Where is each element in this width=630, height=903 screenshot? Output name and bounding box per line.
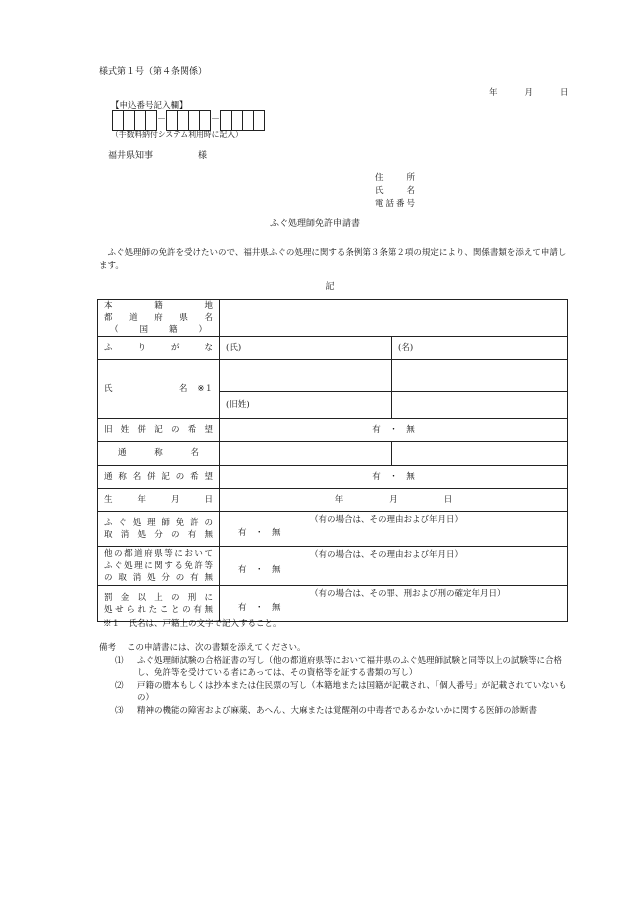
other-pref-revocation-choice[interactable]: 有 ・ 無: [238, 565, 281, 575]
shi-label: (氏): [226, 342, 242, 353]
date-month: 月: [524, 88, 534, 98]
kyusei-heiki-label: 旧姓併記の希望: [104, 424, 213, 435]
shimei-mark: ※１: [197, 383, 213, 394]
birth-day: 日: [443, 494, 453, 505]
row-shimei: [98, 360, 568, 392]
tsusho-heiki-choice[interactable]: 有 ・ 無: [220, 466, 568, 489]
honseki-label: 本籍地 都道府県名 （国籍）: [98, 300, 220, 337]
addressee-governor: 福井県知事: [108, 151, 154, 161]
fugu-revocation-label-2: 取消処分の有無: [104, 530, 213, 540]
fugu-revocation-choice[interactable]: 有 ・ 無: [238, 528, 281, 538]
honseki-input[interactable]: [220, 300, 568, 337]
shimei-shi-input[interactable]: [220, 360, 392, 392]
intro-paragraph: ふぐ処理師の免許を受けたいので、福井県ふぐの処理に関する条例第３条第２項の規定により、関係書類を添えて申請します。: [99, 248, 567, 271]
date-day: 日: [560, 88, 569, 98]
fugu-revocation-input[interactable]: [220, 512, 568, 547]
furigana-shi-input[interactable]: [220, 337, 392, 360]
other-pref-revocation-input[interactable]: [220, 547, 568, 586]
row-fugu-revocation: [98, 512, 568, 547]
application-number-group-1[interactable]: [112, 110, 157, 131]
document-title: ふぐ処理師免許申請書: [269, 219, 360, 229]
other-pref-label-2: ふぐ処理に関する免許等: [104, 561, 213, 571]
row-other-pref-revocation: [98, 547, 568, 586]
remarks-label: 備考: [99, 643, 117, 653]
application-number-label: 【申込番号記入欄】: [111, 101, 188, 111]
other-pref-revocation-note: （有の場合は、その理由および年月日）: [310, 550, 464, 560]
footnote-1: ※１ 氏名は、戸籍上の文字で記入すること。: [103, 619, 282, 629]
other-pref-label-1: 他の都道府県等において: [104, 549, 213, 559]
birth-label: 生 年 月 日: [104, 494, 213, 505]
row-birth: [98, 489, 568, 512]
applicant-name-label: 氏名: [375, 186, 415, 196]
fine-label-2: 処せられたことの有無: [104, 604, 213, 615]
application-number-note: （手数料納付システム利用時に記入）: [111, 130, 243, 139]
fine-input[interactable]: [220, 586, 568, 622]
kyusei-mei-input[interactable]: [392, 392, 568, 419]
tsusho-mei-input[interactable]: [392, 442, 568, 466]
row-furigana: [98, 337, 568, 360]
ki-heading: 記: [325, 282, 335, 292]
applicant-phone-label: 電話番号: [375, 199, 415, 209]
kyusei-shi-input[interactable]: [220, 392, 392, 419]
application-number-group-2[interactable]: [166, 110, 211, 131]
fugu-revocation-label-1: ふぐ処理師免許の: [104, 518, 213, 528]
row-kyusei-heiki: [98, 419, 568, 442]
fine-choice[interactable]: 有 ・ 無: [238, 603, 281, 613]
row-fine: [98, 586, 568, 622]
row-honseki: [98, 300, 568, 337]
fugu-revocation-note: （有の場合は、その理由および年月日）: [310, 515, 464, 525]
kyusei-label: (旧姓): [226, 399, 250, 410]
fine-label-1: 罰金以上の刑に: [104, 592, 213, 603]
application-table: [97, 299, 568, 622]
application-number-group-3[interactable]: [220, 110, 265, 131]
fine-note: （有の場合は、その罪、刑および刑の確定年月日）: [310, 589, 506, 599]
form-number: 様式第１号（第４条関係）: [99, 67, 208, 77]
mei-label: (名): [398, 342, 414, 353]
applicant-address-label: 住所: [375, 173, 415, 183]
row-tsusho: [98, 442, 568, 466]
tsusho-label: 通称名: [118, 448, 199, 459]
birth-input[interactable]: [220, 489, 568, 512]
remarks-block: [99, 642, 569, 717]
remarks-heading: この申請書には、次の書類を添えてください。: [127, 643, 306, 653]
row-tsusho-heiki: [98, 466, 568, 489]
application-number-separator: －: [157, 114, 167, 125]
tsusho-shi-input[interactable]: [220, 442, 392, 466]
remarks-item: ⑵ 戸籍の謄本もしくは抄本または住民票の写し（本籍地または国籍が記載され、「個人番号」が記載されていないもの）: [115, 681, 567, 703]
shimei-mei-input[interactable]: [392, 360, 568, 392]
addressee-honorific: 様: [198, 151, 208, 161]
shimei-label: 氏名: [104, 383, 188, 394]
applicant-block: [375, 172, 415, 211]
date-year: 年: [489, 88, 498, 98]
date-line: [489, 88, 569, 99]
other-pref-label-3: の取消処分の有無: [104, 573, 213, 583]
birth-month: 月: [389, 494, 398, 505]
furigana-mei-input[interactable]: [392, 337, 568, 360]
tsusho-heiki-label: 通称名併記の希望: [104, 471, 213, 482]
remarks-item: ⑶ 精神の機能の障害および麻薬、あへん、大麻または覚醒剤の中毒者であるかないかに関する医師の診断書: [115, 706, 538, 716]
furigana-label: ふりがな: [104, 342, 213, 353]
birth-year: 年: [334, 494, 344, 505]
kyusei-heiki-choice[interactable]: 有 ・ 無: [220, 419, 568, 442]
remarks-item: ⑴ ふぐ処理師試験の合格証書の写し（他の都道府県等において福井県のふぐ処理師試験と同等以上の試験等に合格し、免許等を受けている者にあっては、その資格等を証する書類の写し）: [115, 656, 563, 678]
application-number-separator: －: [211, 114, 221, 125]
application-number-boxes[interactable]: [112, 110, 265, 131]
